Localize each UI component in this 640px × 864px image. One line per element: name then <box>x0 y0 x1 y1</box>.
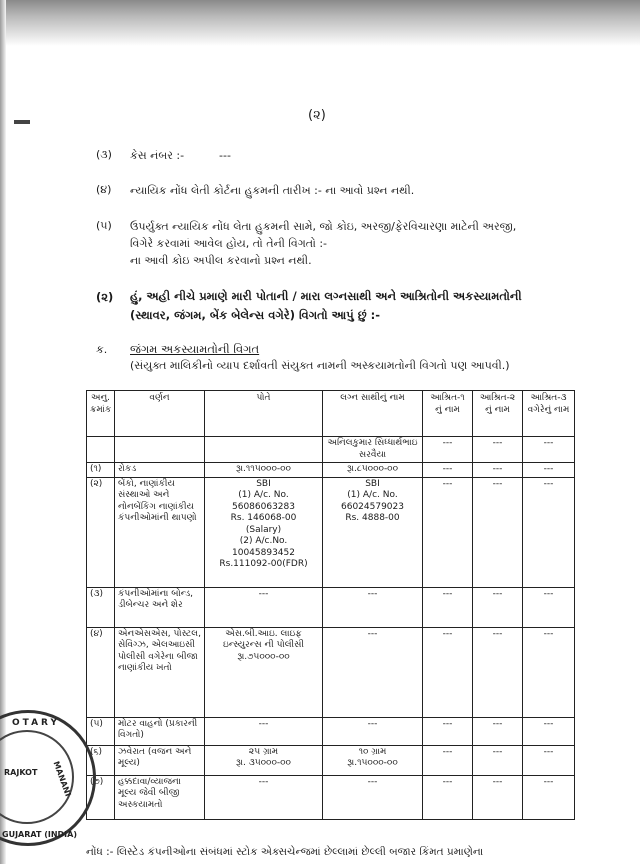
table-cell <box>87 437 115 463</box>
description-cell: ઝવેરાત (વજન અને મૂલ્ય) <box>115 745 205 775</box>
self-cell: --- <box>205 775 323 819</box>
table-cell <box>205 437 323 463</box>
dependent-3-cell: --- <box>523 717 575 745</box>
dependent-3-cell: --- <box>523 627 575 717</box>
section-title: જંગમ અકસ્યામતોની વિગત <box>130 342 260 356</box>
col-header-dependent-2: આશ્રિત-૨ નું નામ <box>473 391 523 437</box>
item-number: (૩) <box>96 148 112 161</box>
description-cell: હક્કદાવા/વ્યાજના મૂલ્ય જેવી બીજી અસ્કયામતો <box>115 775 205 819</box>
spouse-cell: રૂા.૮૫૦૦૦-૦૦ <box>323 463 423 478</box>
col-header-dependent-1: આશ્રિત-૧ નું નામ <box>423 391 473 437</box>
table-name-row <box>87 437 575 463</box>
table-cell <box>115 437 205 463</box>
dependent-2-cell: --- <box>473 477 523 587</box>
dependent-3-cell: --- <box>523 587 575 627</box>
table-cell: --- <box>423 437 473 463</box>
col-header-dependent-3: આશ્રિત-૩ વગેરેનું નામ <box>523 391 575 437</box>
court-order-date-line: ન્યાયિક નોંધ લેતી કોર્ટના હુકમની તારીખ :- ના આવો પ્રશ્ન નથી. <box>130 184 415 197</box>
punch-mark <box>14 120 30 124</box>
table-row <box>87 775 575 819</box>
description-cell: બેંકો, નાણાંકીય સંસ્થાઓ અને નોનબેંકિંગ નાણાંકીય કંપનીઓમાંની થાપણો <box>115 477 205 587</box>
seal-text-right: MANANI <box>51 760 73 798</box>
dependent-3-cell: --- <box>523 775 575 819</box>
dependent-1-cell: --- <box>423 477 473 587</box>
dependent-2-cell: --- <box>473 717 523 745</box>
col-header-serial: અનુ. ક્રમાંક <box>87 391 115 437</box>
table-row <box>87 717 575 745</box>
seal-text-bottom: GUJARAT (INDIA) <box>2 830 77 839</box>
table-cell: --- <box>523 437 575 463</box>
self-cell: --- <box>205 717 323 745</box>
movable-assets-table <box>86 390 575 820</box>
self-cell: રૂા.૧૧૫૦૦૦-૦૦ <box>205 463 323 478</box>
appeal-line-3: ના આવી કોઇ અપીલ કરવાનો પ્રશ્ન નથી. <box>130 254 312 267</box>
dependent-1-cell: --- <box>423 463 473 478</box>
table-row <box>87 477 575 587</box>
dependent-3-cell: --- <box>523 477 575 587</box>
spouse-cell: --- <box>323 775 423 819</box>
serial-cell: (૫) <box>87 717 115 745</box>
assets-declaration-line-1: હું, અહી નીચે પ્રમાણે મારી પોતાની / મારા લગ્નસાથી અને આશ્રિતોની અકસ્યામતોની <box>130 289 522 303</box>
assets-declaration-line-2: (સ્થાવર, જંગમ, બેંક બેલેન્સ વગેરે) વિગતો આપું છું :- <box>130 308 380 322</box>
col-header-self: પોતે <box>205 391 323 437</box>
section-label: ક. <box>96 343 108 356</box>
serial-cell: (૧) <box>87 463 115 478</box>
table-row <box>87 745 575 775</box>
dependent-1-cell: --- <box>423 775 473 819</box>
table-row <box>87 587 575 627</box>
serial-cell: (૪) <box>87 627 115 717</box>
table-cell: --- <box>473 437 523 463</box>
dependent-1-cell: --- <box>423 717 473 745</box>
dependent-1-cell: --- <box>423 745 473 775</box>
dependent-2-cell: --- <box>473 587 523 627</box>
description-cell: કંપનીઓમાંના બોન્ડ, ડીબેન્ચર અને શેર <box>115 587 205 627</box>
self-cell: SBI (1) A/c. No. 56086063283 Rs. 146068-00 (Salary) (2) A/c.No. 10045893452 Rs.111092-00(FDR) <box>205 477 323 587</box>
case-number-line: કેસ નંબર :- --- <box>130 149 231 162</box>
dependent-2-cell: --- <box>473 627 523 717</box>
appeal-line-2: વિગેરે કરવામાં આવેલ હોય, તો તેની વિગતો :- <box>130 237 327 250</box>
dependent-3-cell: --- <box>523 463 575 478</box>
col-header-description: વર્ણન <box>115 391 205 437</box>
seal-text-center: RAJKOT <box>4 768 38 777</box>
description-cell: રોકડ <box>115 463 205 478</box>
table-header-row <box>87 391 575 437</box>
spouse-name-cell: અનિલકુમાર સિધ્ધાર્થભાઇ સરવૈયા <box>323 437 423 463</box>
item-number: (૨) <box>96 290 114 304</box>
dependent-1-cell: --- <box>423 627 473 717</box>
page-number: (૨) <box>308 108 326 123</box>
self-cell: એસ.બી.આઇ. લાઇફ ઇન્સ્યુરન્સ ની પોલીસી રૂા.૭૫૦૦૦-૦૦ <box>205 627 323 717</box>
item-number: (૪) <box>96 183 112 196</box>
spouse-cell: ૧૦ ગ્રામ રૂા.૧૫૦૦૦-૦૦ <box>323 745 423 775</box>
spouse-cell: --- <box>323 587 423 627</box>
footnote: નોંધ :- લિસ્ટેડ કંપનીઓના સંબંધમાં સ્ટોક એક્સચેન્જમાં છેલ્લામાં છેલ્લી બજાર કિંમત પ્રમાણેના <box>86 846 484 858</box>
spouse-cell: --- <box>323 717 423 745</box>
dependent-1-cell: --- <box>423 587 473 627</box>
table-row <box>87 463 575 478</box>
dependent-2-cell: --- <box>473 745 523 775</box>
seal-text-top: OTARY <box>12 718 61 728</box>
dependent-3-cell: --- <box>523 745 575 775</box>
scan-shadow-top <box>0 0 640 46</box>
spouse-cell: --- <box>323 627 423 717</box>
appeal-line-1: ઉપર્યુક્ત ન્યાયિક નોંધ લેતા હુકમની સામે, જો કોઇ, અરજી/ફેરવિચારણા માટેની અરજી, <box>130 220 517 233</box>
self-cell: ૨૫ ગ્રામ રૂા. ૩૫૦૦૦-૦૦ <box>205 745 323 775</box>
description-cell: એનએસએસ, પોસ્ટલ, સેવિંગ્ઝ, એલઆઇસી પોલીસી વગેરેના બીજા નાણાંકીય ખતો <box>115 627 205 717</box>
table-row <box>87 627 575 717</box>
serial-cell: (૨) <box>87 477 115 587</box>
spouse-cell: SBI (1) A/c. No. 66024579023 Rs. 4888-00 <box>323 477 423 587</box>
section-subtitle: (સંયુક્ત માલિકીનો વ્યાપ દર્શાવતી સંયુક્ત નામની અસ્કયામતોની વિગતો પણ આપવી.) <box>130 359 510 372</box>
item-number: (૫) <box>96 219 112 232</box>
description-cell: મોટર વાહનો (પ્રકારની વિગતો) <box>115 717 205 745</box>
dependent-2-cell: --- <box>473 775 523 819</box>
serial-cell: (૭) <box>87 775 115 819</box>
self-cell: --- <box>205 587 323 627</box>
serial-cell: (૬) <box>87 745 115 775</box>
dependent-2-cell: --- <box>473 463 523 478</box>
serial-cell: (૩) <box>87 587 115 627</box>
col-header-spouse: લગ્ન સાથીનું નામ <box>323 391 423 437</box>
